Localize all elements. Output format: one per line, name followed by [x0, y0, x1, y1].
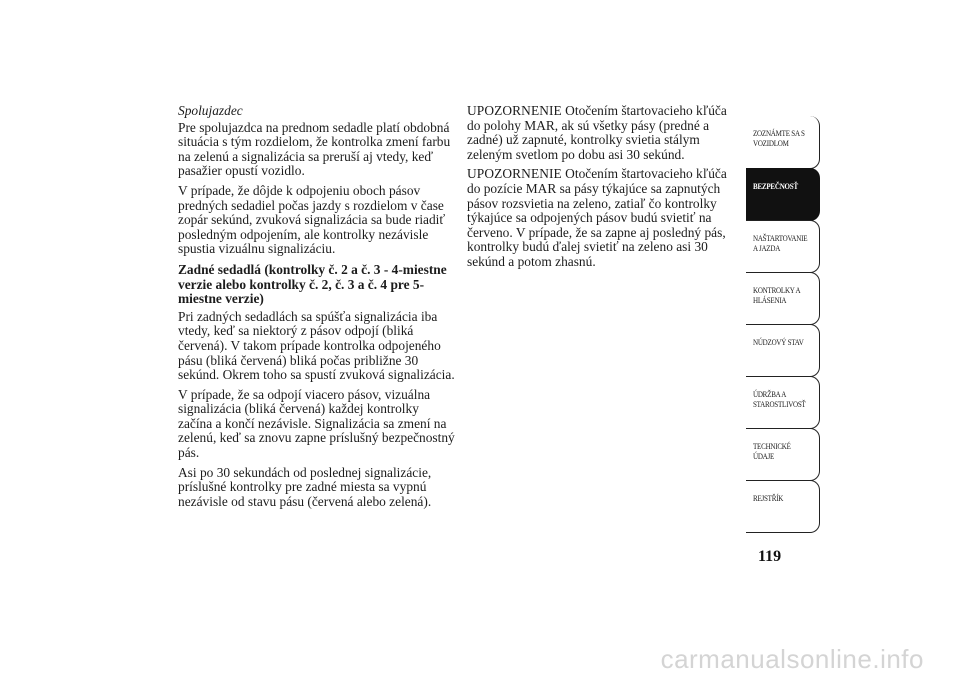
tab-label: NÚDZOVÝ STAV [753, 337, 804, 347]
tab-maintenance[interactable] [746, 376, 820, 429]
left-column [178, 104, 456, 514]
tab-vehicle[interactable] [746, 116, 820, 169]
section-heading-rear-seats: Zadné sedadlá (kontrolky č. 2 a č. 3 - 4-miestne verzie alebo kontrolky č. 2, č. 3 a č. 4 pre 5-miestne verzie) [178, 261, 447, 307]
subheading-passenger: Spolujazdec [178, 103, 243, 118]
tab-index[interactable] [746, 480, 820, 533]
warning-note [467, 104, 739, 162]
watermark: carmanualsonline.info [660, 644, 924, 674]
warning-keyword: UPOZORNENIE [467, 166, 562, 182]
tab-warning-lights[interactable] [746, 272, 820, 325]
page-number: 119 [758, 548, 782, 565]
paragraph: Asi po 30 sekundách od poslednej signalizácie, príslušné kontrolky pre zadné miesta sa vypnú nezávisle od stavu pásu (červená alebo zelená). [178, 464, 432, 509]
tab-label: ZOZNÁMTE SA S [753, 128, 805, 138]
tab-label: ÚDRŽBA A [753, 389, 787, 399]
tab-label: BEZPEČNOSŤ [753, 181, 798, 191]
tab-label: REJSTŘÍK [753, 493, 784, 503]
tab-label: KONTROLKY A [753, 285, 801, 295]
tab-technical-data[interactable] [746, 428, 820, 481]
paragraph: V prípade, že sa odpojí viacero pásov, vizuálna signalizácia (bliká červená) každej kontrolky začína a končí nezávisle. Signalizácia sa zmení na zelenú, keď sa znovu zapne príslušný bezpečnostný pás. [178, 386, 455, 461]
warning-text: Otočením štartovacieho kľúča do polohy MAR, ak sú všetky pásy (predné a zadné) už zapnuté, kontrolky svietia stálym zeleným svetlom po dobu asi 30 sekúnd. [467, 103, 727, 162]
warning-note [467, 167, 739, 269]
tab-label: A JAZDA [753, 243, 781, 253]
paragraph: Pri zadných sedadlách sa spúšťa signalizácia iba vtedy, keď sa niektorý z pásov odpojí (bliká červená). V takom prípade kontrolka odpojeného pásu (bliká červená) bliká počas približne 30 sekúnd. Okrem toho sa spustí zvuková signalizácia. [178, 308, 455, 383]
tab-label: NAŠTARTOVANIE [753, 233, 808, 243]
right-column [467, 104, 739, 275]
tab-starting-driving[interactable] [746, 220, 820, 273]
tab-label: HLÁSENIA [753, 295, 787, 305]
tab-label: TECHNICKÉ [753, 441, 791, 451]
tab-label: VOZIDLOM [753, 138, 789, 148]
paragraph: V prípade, že dôjde k odpojeniu oboch pásov predných sedadiel počas jazdy s rozdielom v čase zopár sekúnd, zvuková signalizácia sa bude riadiť posledným odpojením, ale kontrolky nezávisle spustia vizuálnu signalizáciu. [178, 182, 446, 257]
tab-label: ÚDAJE [753, 451, 775, 461]
warning-keyword: UPOZORNENIE [467, 103, 562, 118]
tab-label: STAROSTLIVOSŤ [753, 399, 806, 409]
chapter-tabs [746, 117, 820, 533]
tab-safety[interactable] [746, 168, 820, 221]
warning-text: Otočením štartovacieho kľúča do pozície MAR sa pásy týkajúce sa zapnutých pásov rozsvietia na zeleno, zatiaľ čo kontrolky týkajúce sa odpojených pásov budú svietiť na červeno. V prípade, že sa zapne aj posledný pás, kontrolky budú ďalej svietiť na zeleno asi 30 sekúnd a potom zhasnú. [467, 166, 727, 269]
paragraph: Pre spolujazdca na prednom sedadle platí obdobná situácia s tým rozdielom, že kontrolka zmení farbu na zelenú a signalizácia sa preruší aj vtedy, keď pasažier opustí vozidlo. [178, 119, 451, 179]
tab-emergency[interactable] [746, 324, 820, 377]
